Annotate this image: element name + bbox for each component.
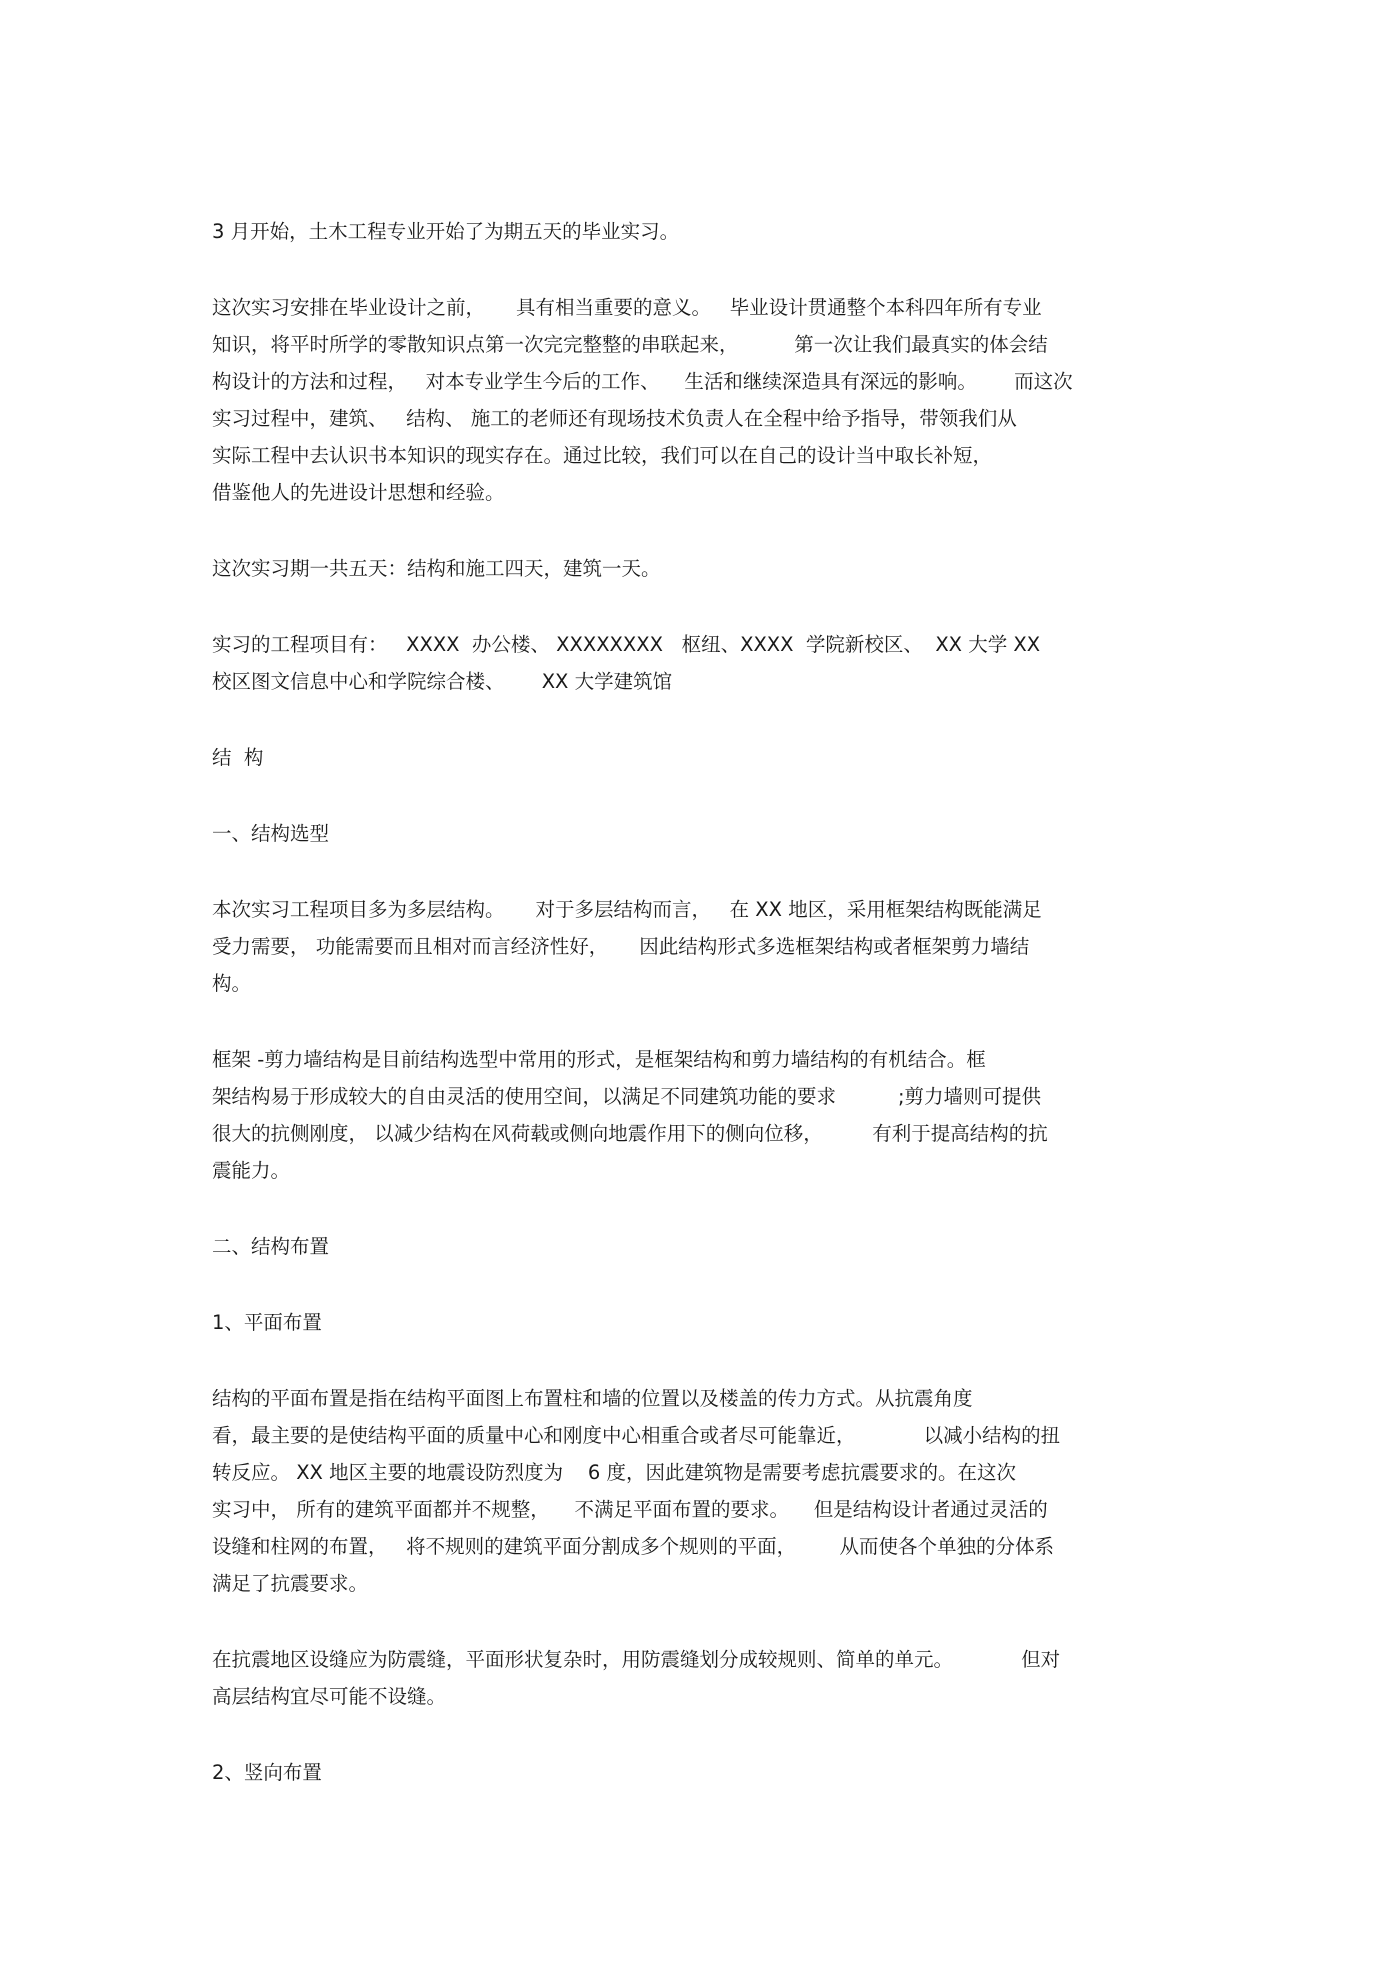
text-line: 看，最主要的是使结构平面的质量中心和刚度中心相重合或者尽可能靠近， 以减小结构的扭 bbox=[212, 1424, 1061, 1447]
paragraph-heading-2-1 bbox=[212, 1304, 1197, 1341]
text-line: 实际工程中去认识书本知识的现实存在。通过比较，我们可以在自己的设计当中取长补短， bbox=[212, 444, 993, 467]
text-line: 1、平面布置 bbox=[212, 1311, 322, 1334]
text-line: 框架 -剪力墙结构是目前结构选型中常用的形式，是框架结构和剪力墙结构的有机结合。框 bbox=[212, 1048, 986, 1071]
text-line: 实习过程中，建筑、 结构、 施工的老师还有现场技术负责人在全程中给予指导，带领我们从 bbox=[212, 407, 1017, 430]
paragraph-frame-shear bbox=[212, 1041, 1197, 1189]
paragraph-intro bbox=[212, 213, 1197, 250]
text-line: 校区图文信息中心和学院综合楼、 XX 大学建筑馆 bbox=[212, 670, 673, 693]
text-line: 很大的抗侧刚度， 以减少结构在风荷载或侧向地震作用下的侧向位移， 有利于提高结构的抗 bbox=[212, 1122, 1048, 1145]
text-line: 满足了抗震要求。 bbox=[212, 1572, 369, 1595]
paragraph-significance bbox=[212, 289, 1197, 511]
text-line: 高层结构宜尽可能不设缝。 bbox=[212, 1685, 447, 1708]
text-line: 这次实习安排在毕业设计之前， 具有相当重要的意义。 毕业设计贯通整个本科四年所有专业 bbox=[212, 296, 1042, 319]
document-body bbox=[212, 213, 1197, 1830]
text-line: 实习的工程项目有： XXXX 办公楼、 XXXXXXXX 枢纽、XXXX 学院新校区、 XX 大学 XX bbox=[212, 633, 1041, 656]
text-line: 实习中， 所有的建筑平面都并不规整， 不满足平面布置的要求。 但是结构设计者通过灵活的 bbox=[212, 1498, 1048, 1521]
paragraph-projects bbox=[212, 626, 1197, 700]
paragraph-heading-structure bbox=[212, 739, 1197, 776]
text-line: 结构的平面布置是指在结构平面图上布置柱和墙的位置以及楼盖的传力方式。从抗震角度 bbox=[212, 1387, 973, 1410]
text-line: 一、结构选型 bbox=[212, 822, 330, 845]
text-line: 构。 bbox=[212, 972, 252, 995]
text-line: 本次实习工程项目多为多层结构。 对于多层结构而言， 在 XX 地区，采用框架结构既能满足 bbox=[212, 898, 1042, 921]
paragraph-heading-2 bbox=[212, 1228, 1197, 1265]
paragraph-selection bbox=[212, 891, 1197, 1002]
paragraph-heading-2-2 bbox=[212, 1754, 1197, 1791]
text-line: 知识，将平时所学的零散知识点第一次完完整整的串联起来， 第一次让我们最真实的体会结 bbox=[212, 333, 1048, 356]
text-line: 设缝和柱网的布置， 将不规则的建筑平面分割成多个规则的平面， 从而使各个单独的分体系 bbox=[212, 1535, 1054, 1558]
text-line: 这次实习期一共五天：结构和施工四天，建筑一天。 bbox=[212, 557, 661, 580]
text-line: 构设计的方法和过程， 对本专业学生今后的工作、 生活和继续深造具有深远的影响。 而这次 bbox=[212, 370, 1073, 393]
text-line: 借鉴他人的先进设计思想和经验。 bbox=[212, 481, 505, 504]
paragraph-heading-1 bbox=[212, 815, 1197, 852]
text-line: 3 月开始，土木工程专业开始了为期五天的毕业实习。 bbox=[212, 220, 680, 243]
paragraph-duration bbox=[212, 550, 1197, 587]
text-line: 结 构 bbox=[212, 746, 264, 769]
text-line: 架结构易于形成较大的自由灵活的使用空间，以满足不同建筑功能的要求 ;剪力墙则可提供 bbox=[212, 1085, 1042, 1108]
paragraph-seismic-joint bbox=[212, 1641, 1197, 1715]
text-line: 转反应。 XX 地区主要的地震设防烈度为 6 度，因此建筑物是需要考虑抗震要求的。在这次 bbox=[212, 1461, 1017, 1484]
text-line: 二、结构布置 bbox=[212, 1235, 330, 1258]
paragraph-plan-layout bbox=[212, 1380, 1197, 1602]
text-line: 受力需要， 功能需要而且相对而言经济性好， 因此结构形式多选框架结构或者框架剪力墙结 bbox=[212, 935, 1030, 958]
text-line: 在抗震地区设缝应为防震缝，平面形状复杂时，用防震缝划分成较规则、简单的单元。 但对 bbox=[212, 1648, 1061, 1671]
text-line: 2、竖向布置 bbox=[212, 1761, 322, 1784]
text-line: 震能力。 bbox=[212, 1159, 291, 1182]
